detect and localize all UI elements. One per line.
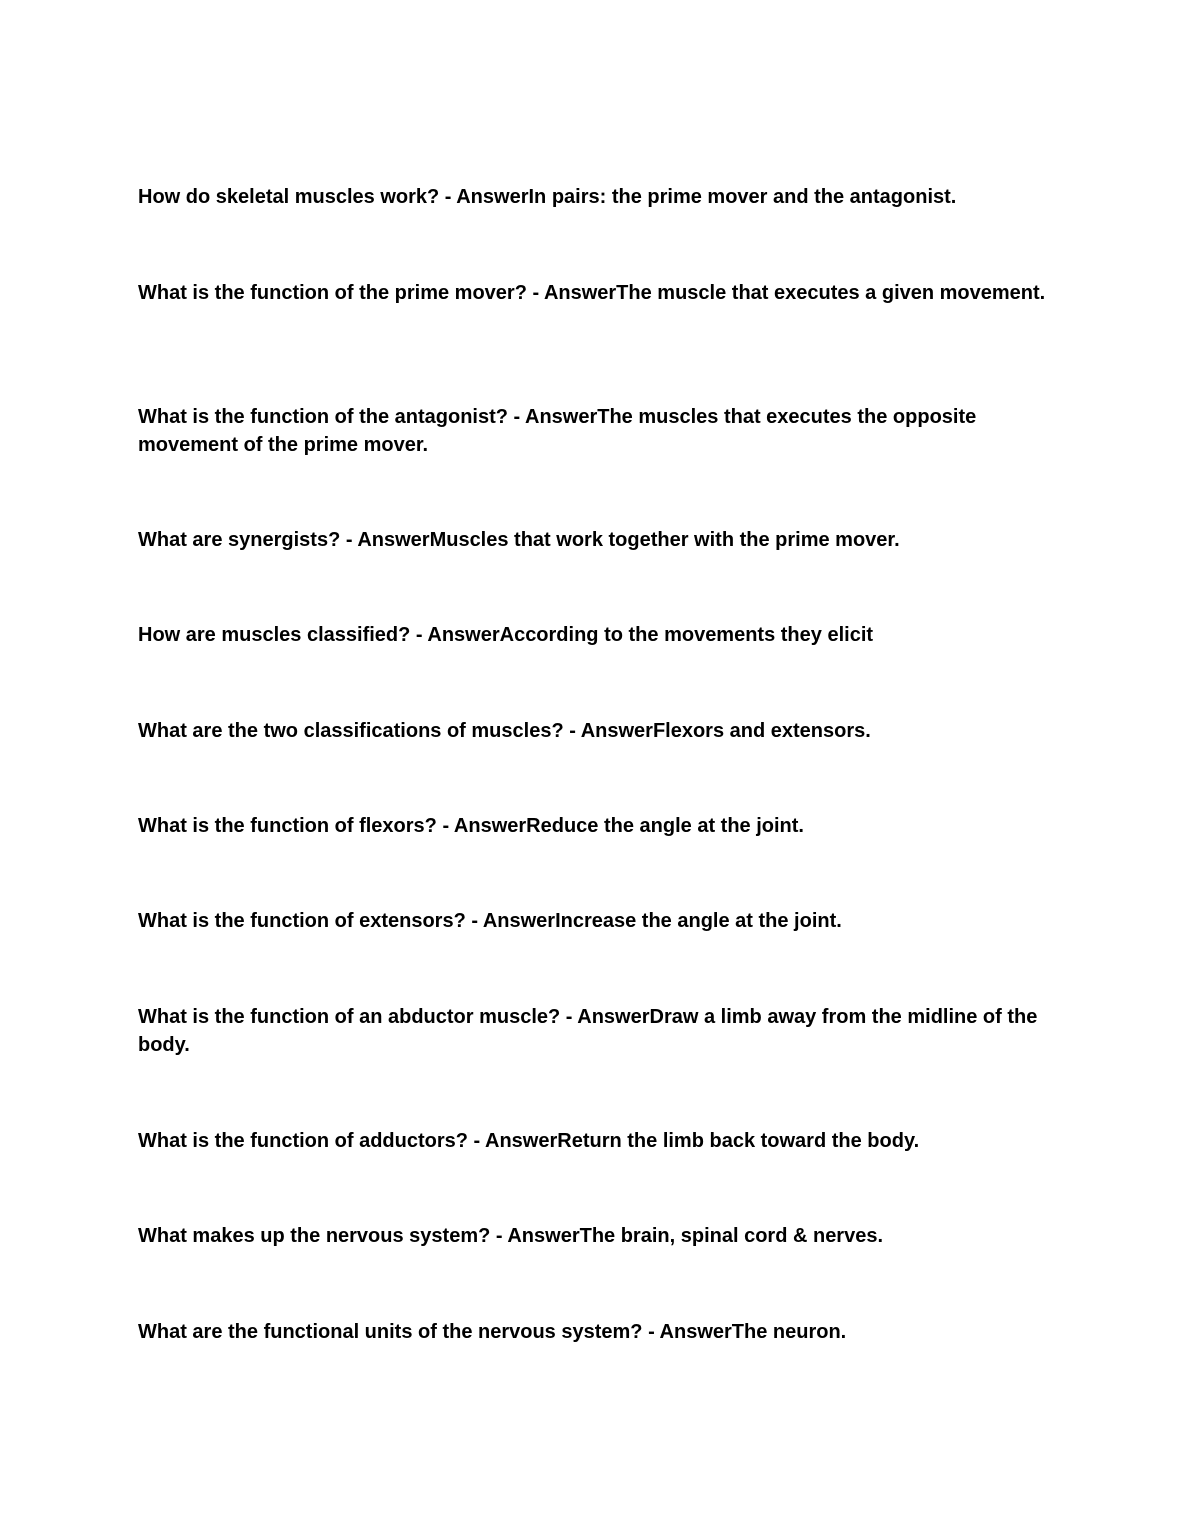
qa-item: What are the functional units of the nervous system? - AnswerThe neuron. <box>138 1321 847 1343</box>
qa-item: How do skeletal muscles work? - AnswerIn pairs: the prime mover and the antagonist. <box>138 186 957 208</box>
qa-item: What are the two classifications of muscles? - AnswerFlexors and extensors. <box>138 720 871 742</box>
qa-item: What makes up the nervous system? - AnswerThe brain, spinal cord & nerves. <box>138 1225 884 1247</box>
qa-item: What is the function of extensors? - AnswerIncrease the angle at the joint. <box>138 910 842 932</box>
qa-item: What is the function of flexors? - AnswerReduce the angle at the joint. <box>138 815 804 837</box>
qa-item: What are synergists? - AnswerMuscles that work together with the prime mover. <box>138 529 900 551</box>
qa-item: What is the function of the prime mover? - AnswerThe muscle that executes a given movement. <box>138 282 1046 304</box>
qa-item: How are muscles classified? - AnswerAccording to the movements they elicit <box>138 624 874 646</box>
qa-item: What is the function of an abductor muscle? - AnswerDraw a limb away from the midline of the body. <box>138 1006 1038 1056</box>
qa-item: What is the function of adductors? - AnswerReturn the limb back toward the body. <box>138 1130 920 1152</box>
qa-item: What is the function of the antagonist? - AnswerThe muscles that executes the opposite movement of the prime mover. <box>138 406 977 456</box>
